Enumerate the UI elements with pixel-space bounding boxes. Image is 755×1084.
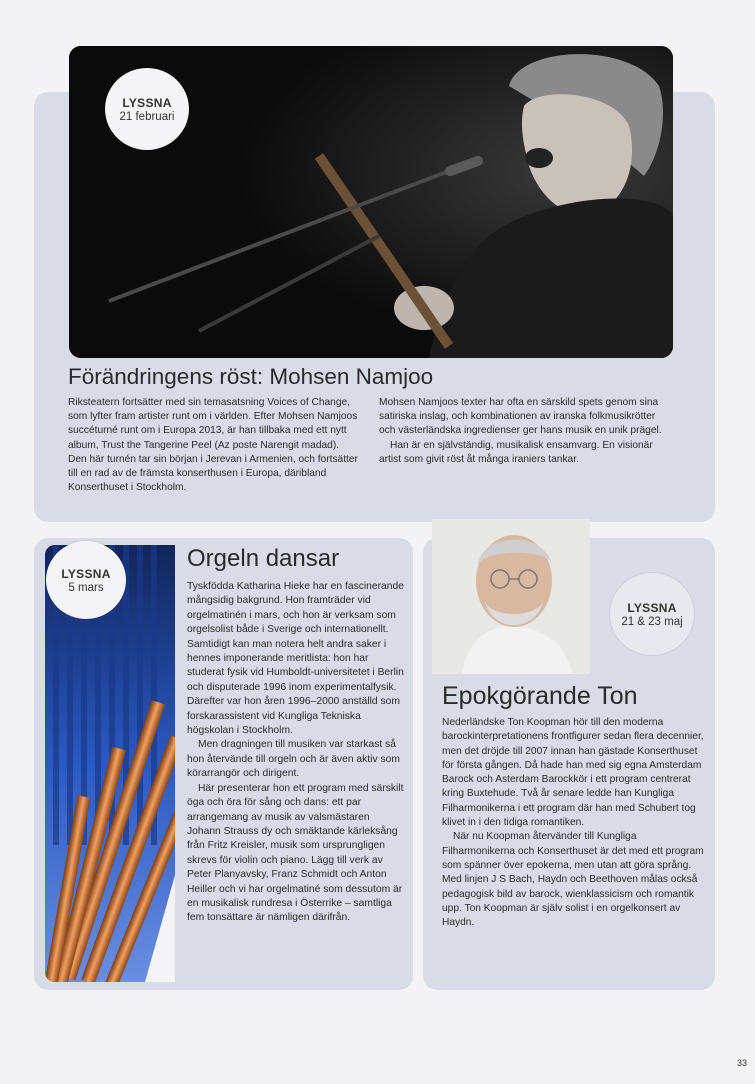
article-title-orgeln: Orgeln dansar: [187, 545, 340, 572]
paragraph: Här presenterar hon ett program med särskilt öga och öra för sång och dans: ett par arrangemang av musik av valsmästaren Johann Strauss dy och smäktande kärleksång från Fritz Kreisler, musik som ursprungligen skrevs för violin och piano. Lägg till verk av Peter Planyavsky, Franz Schmidt och Anton Heiller och vi har orgelmatiné som dessutom är en musikalisk rundresa i Österrike – samtliga fem tonsättare är nämligen därifrån.: [187, 782, 404, 924]
date-badge-koopman: [610, 573, 694, 655]
badge-date: 21 februari: [119, 110, 175, 123]
article-text-orgeln: [187, 580, 405, 926]
badge-label: LYSSNA: [61, 566, 111, 581]
date-badge-namjoo: [105, 68, 189, 150]
paragraph: När nu Koopman återvänder till Kungliga Filharmonikerna och Konserthuset är det med ett program som spänner över epokerna, men utan att göra språng. Med linjen J S Bach, Haydn och Beethoven målas också pedagogisk bild av barock, wienklassicism och romantik upp. Ton Koopman är själv solist i en orgelkonsert av Haydn.: [442, 831, 704, 929]
article-text-namjoo-right: [379, 396, 664, 467]
article-text-namjoo-left: [68, 396, 360, 495]
article-text-koopman: [442, 716, 704, 930]
badge-label: LYSSNA: [627, 600, 677, 615]
article-title-namjoo: Förändringens röst: Mohsen Namjoo: [68, 364, 434, 389]
paragraph: Men dragningen till musiken var starkast så hon återvände till orgeln och är även aktiv som körarrangör och dirigent.: [187, 739, 400, 780]
paragraph: Mohsen Namjoos texter har ofta en särskild spets genom sina satiriska inslag, och kombinationen av iranska folkmusikrötter och västerländska ingredienser ger hans musik en unik prägel.: [379, 397, 662, 437]
article-title-koopman: Epokgörande Ton: [442, 682, 638, 710]
photo-ton-koopman: [432, 519, 590, 674]
paragraph: Han är en självständig, musikalisk ensamvarg. En visionär artist som givit röst åt många iraniers tankar.: [379, 439, 653, 465]
paragraph: Nederländske Ton Koopman hör till den moderna barockinterpretationens frontfigurer sedan flera decennier, men det dröjde till 2007 innan han gästade Konserthuset för första gången. Då hade han med sig egna Amsterdam Barock och Asterdam Barockkör i ett program centrerat kring Buxtehude. Två år senare ledde han Kungliga Filharmonikerna i ett program där han med Schubert tog klivet in i den tidiga romantiken.: [442, 717, 704, 829]
badge-date: 5 mars: [68, 581, 104, 594]
paragraph: Riksteatern fortsätter med sin temasatsning Voices of Change, som lyfter fram artister runt om i världen. Efter Mohsen Namjoos succéturné runt om i Europa 2013, är han tillbaka med ett nytt album, Trust the Tangerine Peel (Az poste Narengit madad). Den här turnén tar sin början i Jerevan i Armenien, och fortsätter till en rad av de främsta konserthusen i Europa, däribland Konserthuset i Stockholm.: [68, 397, 358, 494]
koopman-portrait-illustration: [432, 519, 590, 674]
badge-label: LYSSNA: [122, 95, 172, 110]
date-badge-orgeln: [46, 541, 126, 619]
page-number: 33: [736, 1058, 747, 1068]
badge-date: 21 & 23 maj: [621, 615, 683, 628]
paragraph: Tyskfödda Katharina Hieke har en fascinerande mångsidig bakgrund. Hon framträder vid orgelmatinén i mars, och hon är verksam som orgelsolist både i Sverige och internationellt. Samtidigt kan man notera helt andra saker i hennes imponerande meritlista: hon har studerat fysik vid Humboldt-universitetet i Berlin och disputerade 1996 inom experimentalfysik. Därefter var hon åren 1996–2000 anställd som forskarassistent vid Kungliga Tekniska högskolan i Stockholm.: [187, 581, 404, 737]
